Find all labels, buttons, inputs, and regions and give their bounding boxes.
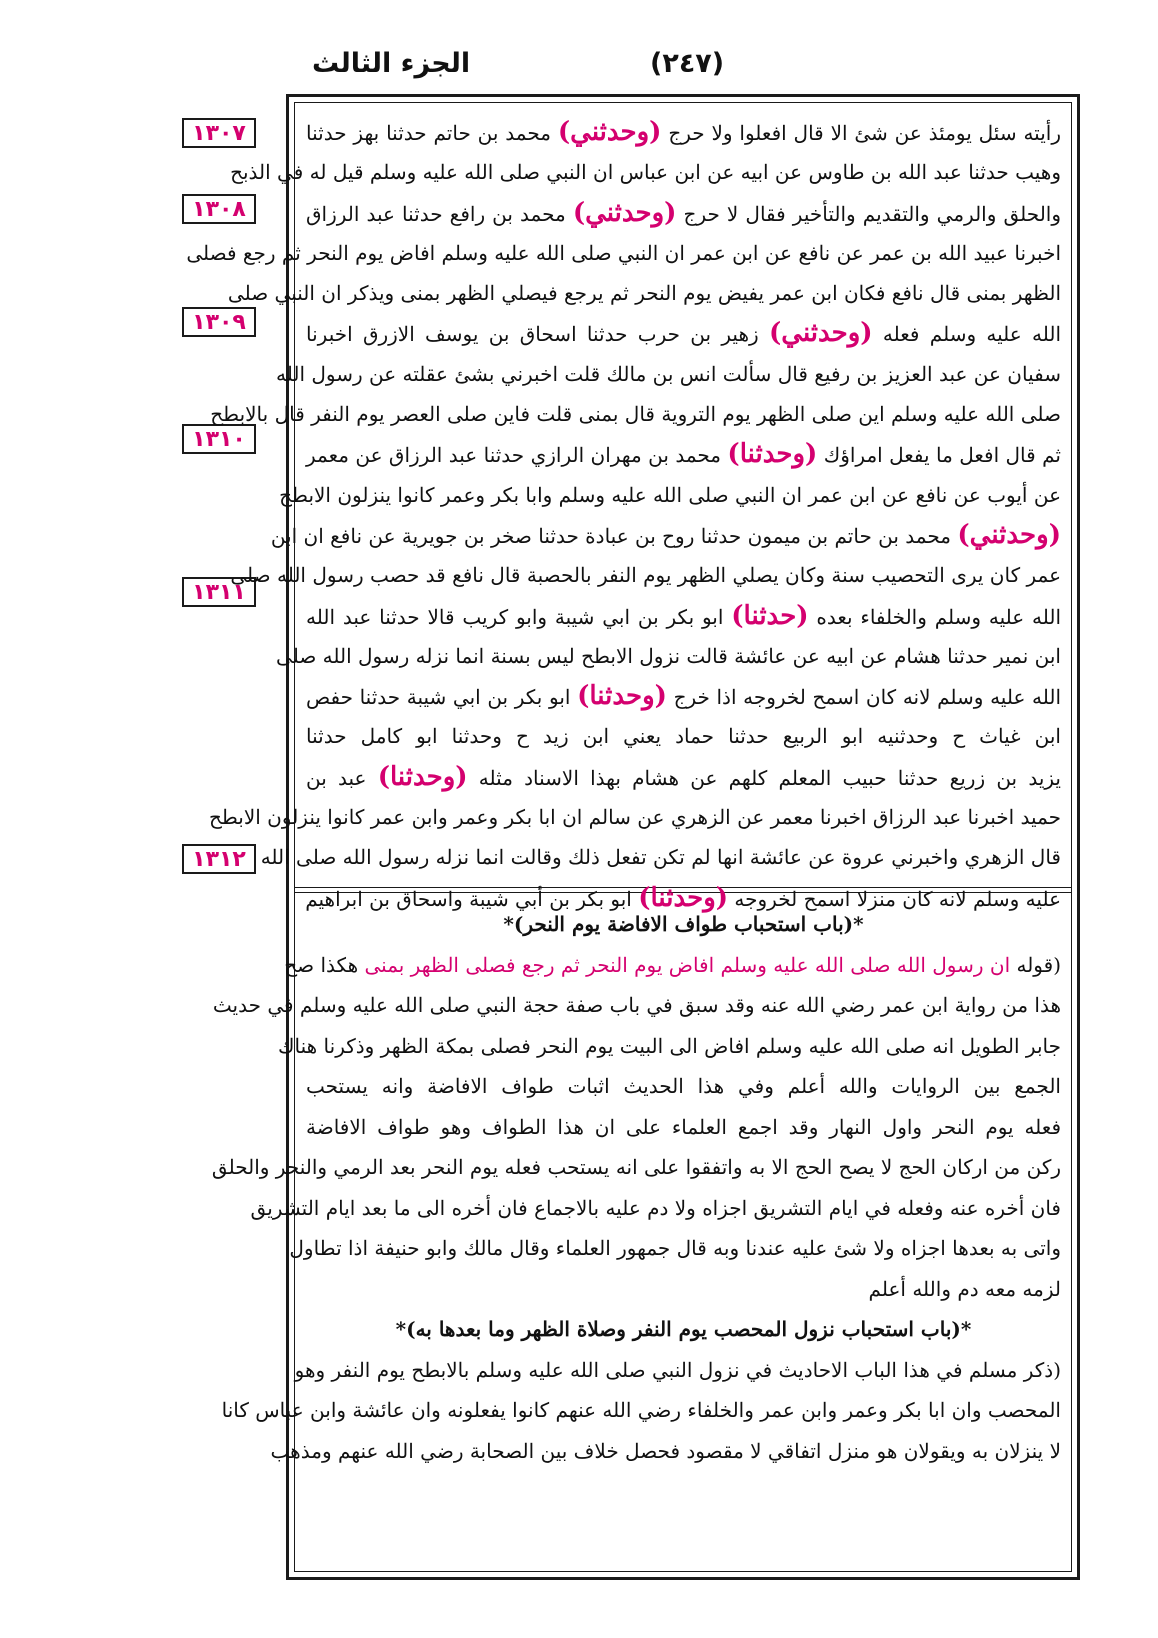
text-segment: ابو بكر بن ابي شيبة وابو كريب قالا حدثنا عبد الله [306, 604, 732, 629]
text-line [306, 112, 1061, 152]
narration-marker: (وحدثني) [768, 318, 873, 349]
text-segment: الله عليه وسلم لانه كان اسمح لخروجه اذا خرج [666, 685, 1061, 710]
text-line [306, 313, 1061, 353]
text-segment: ثم قال افعل ما يفعل امراؤك [817, 443, 1061, 468]
text-segment: جابر الطويل انه صلى الله عليه وسلم افاض الى البيت يوم النحر فصلى بمكة الظهر وذكرنا هناك [278, 1033, 1061, 1058]
text-segment: الجمع بين الروايات والله أعلم وفي هذا الحديث اثبات طواف الافاضة وانه يستحب [306, 1074, 1061, 1098]
narration-marker: (وحدثني) [957, 519, 1061, 550]
text-line [284, 945, 1061, 986]
bab-heading: *(باب استحباب نزول المحصب يوم النفر وصلاة الظهر وما بعدها به)* [395, 1317, 972, 1341]
text-line [227, 273, 1061, 313]
text-line [279, 475, 1061, 515]
text-segment: ابن غياث ح وحدثنيه ابو الربيع حدثنا حماد يعني ابن زيد ح وحدثنا ابو كامل حدثنا [306, 724, 1061, 749]
text-segment: الله عليه وسلم فعله [872, 322, 1062, 347]
text-segment: لزمه معه دم والله أعلم [868, 1276, 1061, 1301]
text-segment: واتى به بعدها اجزاه ولا شئ عليه عندنا وبه قال جمهور العلماء وقال مالك وابو حنيفة اذا تطاول [289, 1236, 1061, 1260]
text-segment: ابو بكر بن أبي شيبة واسحاق بن ابراهيم [305, 886, 639, 911]
text-line [278, 1026, 1061, 1067]
text-line [270, 515, 1061, 555]
text-line [306, 1269, 1061, 1310]
text-segment: الله عليه وسلم والخلفاء بعده [808, 604, 1061, 629]
hadith-number-badge: ١٣٠٧ [182, 118, 256, 148]
hadith-number-badge: ١٣١١ [182, 577, 256, 607]
text-line [186, 233, 1061, 273]
text-segment: قال الزهري واخبرني عروة عن عائشة انها لم تكن تفعل ذلك وقالت انما نزله رسول الله صلى الله [260, 845, 1061, 870]
text-line [208, 797, 1061, 837]
text-segment: صلى الله عليه وسلم اين صلى الظهر يوم التروية قال بمنى قلت فاين صلى العصر يوم النفر قال بالابطح [210, 402, 1061, 427]
text-line [306, 757, 1061, 797]
commentary-paragraph [211, 945, 1062, 1310]
text-segment: سفيان عن عبد العزيز بن رفيع قال سألت انس بن مالك قلت اخبرني بشئ عقلته عن رسول الله [276, 361, 1061, 386]
text-segment: (ذكر مسلم في هذا الباب الاحاديث في نزول النبي صلى الله عليه وسلم بالابطح يوم النفر وهو [294, 1357, 1061, 1382]
text-line [306, 596, 1061, 636]
text-segment: محمد بن مهران الرازي حدثنا عبد الرزاق عن معمر [306, 443, 728, 468]
text-segment: يزيد بن زريع حدثنا حبيب المعلم كلهم عن هشام بهذا الاسناد مثله [467, 765, 1061, 790]
commentary-block [211, 904, 1062, 1471]
narration-marker: (وحدثنا) [638, 882, 729, 913]
text-line [270, 1431, 1061, 1472]
text-segment: الظهر بمنى قال نافع فكان ابن عمر يفيض يوم النحر ثم يرجع فيصلي الظهر بمنى ويذكر ان النبي صلى [227, 281, 1061, 306]
text-line [306, 434, 1061, 474]
text-segment: (قوله [1010, 952, 1061, 977]
text-line [250, 1188, 1061, 1229]
quoted-matn: ان رسول الله صلى الله عليه وسلم افاض يوم النحر ثم رجع فصلى الظهر بمنى [364, 952, 1011, 977]
hadith-number-badge: ١٣٠٩ [182, 307, 256, 337]
text-segment: رأيته سئل يومئذ عن شئ الا قال افعلوا ولا حرج [661, 121, 1061, 145]
text-segment: هكذا صح [284, 952, 365, 977]
text-segment: عبد بن [306, 765, 378, 790]
narration-marker: (وحدثنا) [727, 439, 818, 470]
text-segment: فان أخره عنه وفعله في ايام التشريق اجزاه ولا دم عليه بالاجماع فان أخره الى ما بعد ايام التشريق [250, 1195, 1061, 1220]
text-segment: اخبرنا عبيد الله بن عمر عن نافع عن ابن عمر ان النبي صلى الله عليه وسلم افاض يوم النحر ثم رجع فصلى [186, 240, 1061, 265]
text-line [289, 1228, 1061, 1269]
text-line [230, 555, 1061, 595]
text-segment: حميد اخبرنا عبد الرزاق اخبرنا معمر عن الزهري عن سالم ان ابا بكر وعمر وابن عمر كانوا ينزلون الابطح [208, 805, 1061, 830]
text-segment: محمد بن حاتم بن ميمون حدثنا روح بن عبادة حدثنا صخر بن جويرية عن نافع ان ابن [270, 523, 958, 548]
text-segment: محمد بن رافع حدثنا عبد الرزاق [306, 201, 573, 226]
text-segment: هذا من رواية ابن عمر رضي الله عنه وقد سبق في باب صفة حجة النبي صلى الله عليه وسلم في حديث [212, 993, 1061, 1017]
text-line [306, 676, 1061, 716]
narration-marker: (وحدثني) [572, 197, 677, 228]
text-segment: محمد بن حاتم حدثنا بهز حدثنا [306, 121, 558, 145]
text-line [306, 1066, 1061, 1107]
text-line [294, 1350, 1061, 1391]
text-line [306, 193, 1061, 233]
text-segment: عمر كان يرى التحصيب سنة وكان يصلي الظهر يوم النفر بالحصبة قال نافع قد حصب رسول الله صلى [230, 563, 1061, 588]
hadith-number-badge: ١٣٠٨ [182, 194, 256, 224]
text-line [260, 837, 1061, 877]
commentary-paragraph [221, 1350, 1061, 1472]
text-line [212, 985, 1061, 1026]
narration-marker: (وحدثنا) [377, 761, 468, 792]
text-line [306, 1107, 1061, 1148]
text-line [276, 354, 1061, 394]
text-line [276, 636, 1061, 676]
text-line [306, 716, 1061, 756]
narration-marker: (وحدثني) [557, 117, 662, 147]
text-segment: والحلق والرمي والتقديم والتأخير فقال لا حرج [676, 201, 1061, 226]
text-segment: لا ينزلان به ويقولان هو منزل اتفاقي لا مقصود فحصل خلاف بين الصحابة رضي الله عنهم ومذهب [270, 1438, 1061, 1463]
text-segment: زهير بن حرب حدثنا اسحاق بن يوسف الازرق اخبرنا [306, 322, 769, 347]
hadith-number-badge: ١٣١٢ [182, 844, 256, 874]
volume-title: الجزء الثالث [312, 48, 471, 79]
narration-marker: (حدثنا) [731, 600, 809, 631]
narration-marker: (وحدثنا) [577, 681, 667, 712]
page-number: (٢٤٧) [650, 48, 725, 79]
text-segment: ابن نمير حدثنا هشام عن ابيه عن عائشة قالت نزول الابطح ليس بسنة انما نزله رسول الله صلى [276, 643, 1061, 668]
text-line [211, 1147, 1061, 1188]
text-line [221, 1390, 1061, 1431]
text-line [230, 152, 1061, 192]
text-segment: فعله يوم النحر واول النهار وقد اجمع العلماء على ان هذا الطواف وهو طواف الافاضة [306, 1114, 1062, 1139]
text-segment: ركن من اركان الحج لا يصح الحج الا به واتفقوا على انه يستحب فعله يوم النحر بعد الرمي والنحر والحلق [211, 1155, 1061, 1179]
text-segment: عن أيوب عن نافع عن ابن عمر ان النبي صلى الله عليه وسلم وابا بكر وعمر كانوا ينزلون الابطح [279, 482, 1061, 507]
text-segment: عليه وسلم لانه كان منزلا اسمح لخروجه [728, 886, 1061, 911]
text-segment: وهيب حدثنا عبد الله بن طاوس عن ابيه عن ابن عباس ان النبي صلى الله عليه وسلم قيل له في الذبح [230, 160, 1061, 185]
bab-heading: *(باب استحباب طواف الافاضة يوم النحر)* [503, 912, 864, 936]
hadith-number-badge: ١٣١٠ [182, 424, 256, 454]
text-segment: المحصب وان ابا بكر وعمر وابن عمر والخلفاء رضي الله عنهم كانوا يفعلونه وان عائشة وابن عباس كانا [221, 1398, 1061, 1422]
text-line [210, 394, 1061, 434]
text-segment: ابو بكر بن ابي شيبة حدثنا حفص [306, 685, 578, 710]
